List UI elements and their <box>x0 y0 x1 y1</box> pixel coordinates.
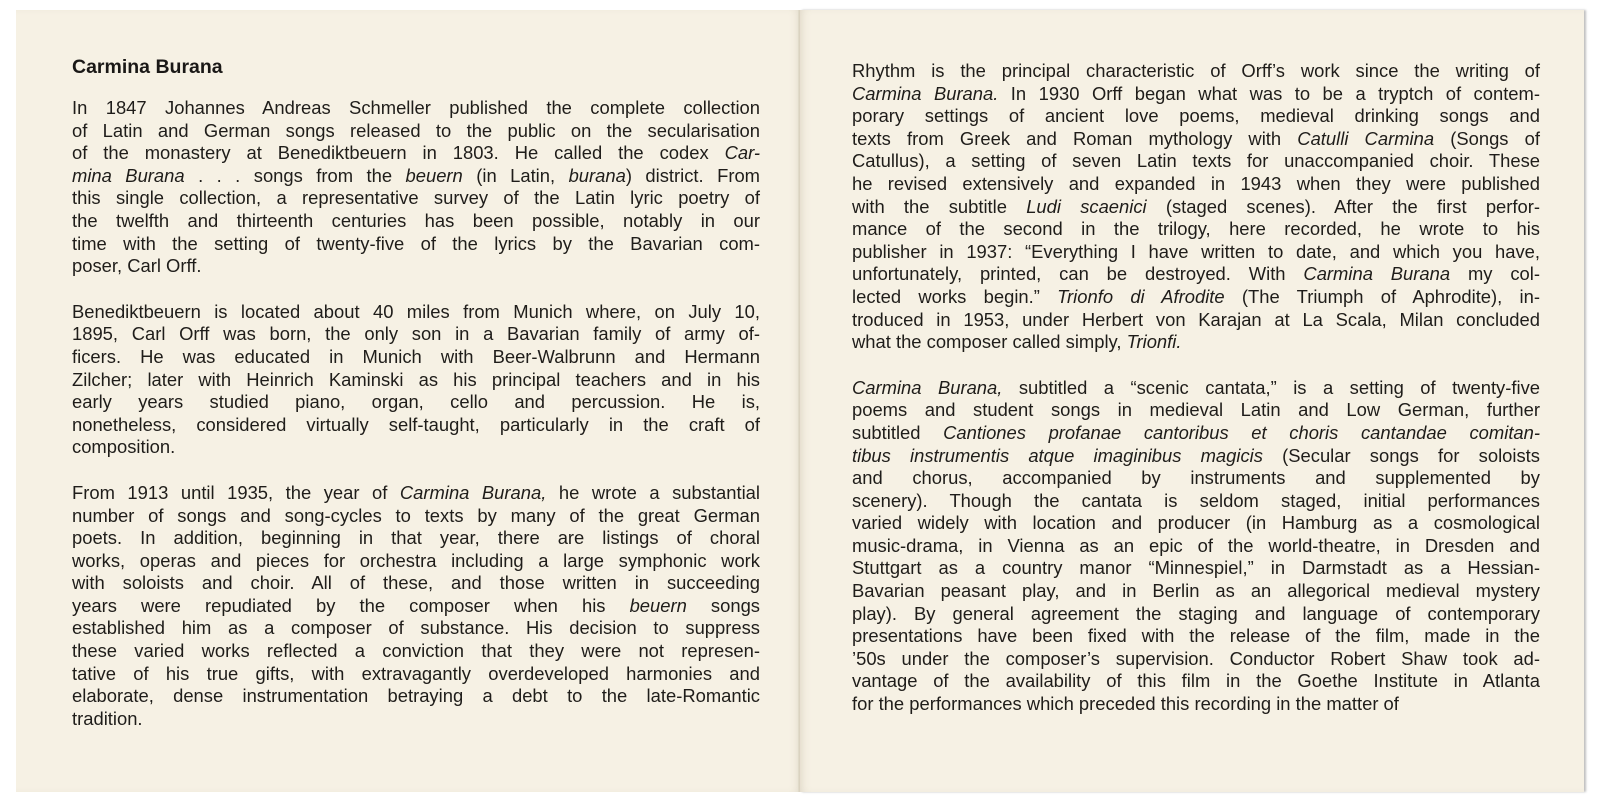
left-page <box>16 10 800 792</box>
text-line: play). By general agreement the staging and language of contemporary <box>852 602 1540 624</box>
text-line: poser, Carl Orff. <box>72 255 202 277</box>
text-line: mina Burana . . . songs from the beuern (in Latin, burana) district. From <box>72 164 760 186</box>
text-line: music-drama, in Vienna as an epic of the world-theatre, in Dresden and <box>852 534 1540 556</box>
text-line: works, operas and pieces for orchestra including a large symphonic work <box>72 549 760 571</box>
text-line: this single collection, a representative survey of the Latin lyric poetry of <box>72 187 760 209</box>
italic-text: Carmina Burana, <box>852 376 1003 398</box>
text-line: he revised extensively and expanded in 1943 when they were published <box>852 172 1540 194</box>
text-line: poets. In addition, beginning in that year, there are listings of choral <box>72 527 760 549</box>
italic-text: Trionfo di Afrodite <box>1057 285 1225 307</box>
text-line: subtitled Cantiones profanae cantoribus et choris cantandae comitan- <box>852 421 1541 443</box>
text-line: the twelfth and thirteenth centuries has been possible, notably in our <box>72 209 760 231</box>
text-line: lected works begin.” Trionfo di Afrodite (The Triumph of Aphrodite), in- <box>852 285 1540 307</box>
text-line: Stuttgart as a country manor “Minnespiel,” in Darmstadt as a Hessian- <box>852 557 1540 579</box>
text-line: with soloists and choir. All of these, and those written in succeeding <box>72 572 760 594</box>
right-paragraph-1 <box>852 60 1540 354</box>
text-line: these varied works reflected a conviction that they were not represen- <box>72 640 760 662</box>
left-paragraph-2 <box>72 301 760 459</box>
text-line: unfortunately, printed, can be destroyed. With Carmina Burana my col- <box>852 263 1540 285</box>
text-line: Rhythm is the principal characteristic of Orff’s work since the writing of <box>852 60 1540 81</box>
text-line: texts from Greek and Roman mythology with Catulli Carmina (Songs of <box>852 127 1540 149</box>
italic-text: beuern <box>405 164 463 186</box>
right-page <box>800 10 1584 792</box>
text-line: tative of his true gifts, with extravagantly overdeveloped harmonies and <box>72 662 760 684</box>
italic-text: Cantiones profanae cantoribus et choris cantandae comitan- <box>943 421 1541 443</box>
text-line: years were repudiated by the composer when his beuern songs <box>72 594 760 616</box>
italic-text: mina Burana <box>72 164 185 186</box>
text-line: troduced in 1953, under Herbert von Karajan at La Scala, Milan concluded <box>852 308 1540 330</box>
section-title: Carmina Burana <box>72 56 223 78</box>
text-line: time with the setting of twenty-five of the lyrics by the Bavarian com- <box>72 232 760 254</box>
left-text-column <box>72 55 760 753</box>
text-line: with the subtitle Ludi scaenici (staged scenes). After the first perfor- <box>852 195 1540 217</box>
text-line: tibus instrumentis atque imaginibus magicis (Secular songs for soloists <box>852 444 1540 466</box>
right-paragraph-2 <box>852 377 1540 716</box>
text-line: early years studied piano, organ, cello and percussion. He is, <box>72 391 760 413</box>
text-line: Bavarian peasant play, and in Berlin as an allegorical medieval mystery <box>852 580 1540 602</box>
text-line: established him as a composer of substance. His decision to suppress <box>72 617 760 639</box>
text-line: tradition. <box>72 707 143 729</box>
left-paragraph-1 <box>72 97 760 278</box>
text-line: poems and student songs in medieval Latin and Low German, further <box>852 399 1540 421</box>
italic-text: burana <box>568 164 626 186</box>
text-line: for the performances which preceded this recording in the matter of <box>852 693 1399 715</box>
text-line: and chorus, accompanied by instruments and supplemented by <box>852 467 1540 489</box>
text-line: In 1847 Johannes Andreas Schmeller published the complete collection <box>72 97 760 118</box>
text-line: From 1913 until 1935, the year of Carmina Burana, he wrote a substantial <box>72 481 760 503</box>
italic-text: beuern <box>629 594 687 616</box>
text-line: what the composer called simply, Trionfi. <box>852 331 1182 353</box>
italic-text: Carmina Burana. <box>852 82 999 104</box>
text-line: ficers. He was educated in Munich with Beer-Walbrunn and Hermann <box>72 345 760 367</box>
italic-text: Carmina Burana <box>1303 263 1451 285</box>
text-line: ’50s under the composer’s supervision. Conductor Robert Shaw took ad- <box>852 647 1540 669</box>
text-line: publisher in 1937: “Everything I have written to date, and which you have, <box>852 240 1540 262</box>
text-line: Zilcher; later with Heinrich Kaminski as his principal teachers and in his <box>72 368 760 390</box>
italic-text: Carmina Burana, <box>399 481 547 503</box>
text-line: elaborate, dense instrumentation betraying a debt to the late-Romantic <box>72 685 760 707</box>
text-line: of the monastery at Benediktbeuern in 1803. He called the codex Car- <box>72 142 760 164</box>
text-line: composition. <box>72 436 176 458</box>
text-line: mance of the second in the trilogy, here recorded, he wrote to his <box>852 218 1540 240</box>
text-line: scenery). Though the cantata is seldom staged, initial performances <box>852 489 1540 511</box>
text-line: Catullus), a setting of seven Latin texts for unaccompanied choir. These <box>852 150 1540 172</box>
text-line: varied widely with location and producer (in Hamburg as a cosmological <box>852 512 1540 534</box>
italic-text: Ludi scaenici <box>1026 195 1147 217</box>
right-text-column <box>852 60 1540 739</box>
text-line: vantage of the availability of this film in the Goethe Institute in Atlanta <box>852 670 1540 692</box>
italic-text: tibus instrumentis atque imaginibus magicis <box>852 444 1263 466</box>
left-paragraph-3 <box>72 482 760 731</box>
text-line: number of songs and song-cycles to texts by many of the great German <box>72 504 760 526</box>
text-line: Carmina Burana, subtitled a “scenic cantata,” is a setting of twenty-five <box>852 376 1540 398</box>
text-line: 1895, Carl Orff was born, the only son in a Bavarian family of army of- <box>72 323 760 345</box>
italic-text: Trionfi. <box>1126 331 1182 353</box>
text-line: presentations have been fixed with the release of the film, made in the <box>852 625 1540 647</box>
text-line: nonetheless, considered virtually self-taught, particularly in the craft of <box>72 413 760 435</box>
italic-text: Catulli Carmina <box>1297 127 1435 149</box>
text-line: Carmina Burana. In 1930 Orff began what was to be a tryptch of contem- <box>852 82 1540 104</box>
text-line: of Latin and German songs released to the public on the secularisation <box>72 119 760 141</box>
text-line: porary settings of ancient love poems, medieval drinking songs and <box>852 105 1540 127</box>
italic-text: Car- <box>724 142 760 164</box>
text-line: Benediktbeuern is located about 40 miles from Munich where, on July 10, <box>72 300 760 322</box>
